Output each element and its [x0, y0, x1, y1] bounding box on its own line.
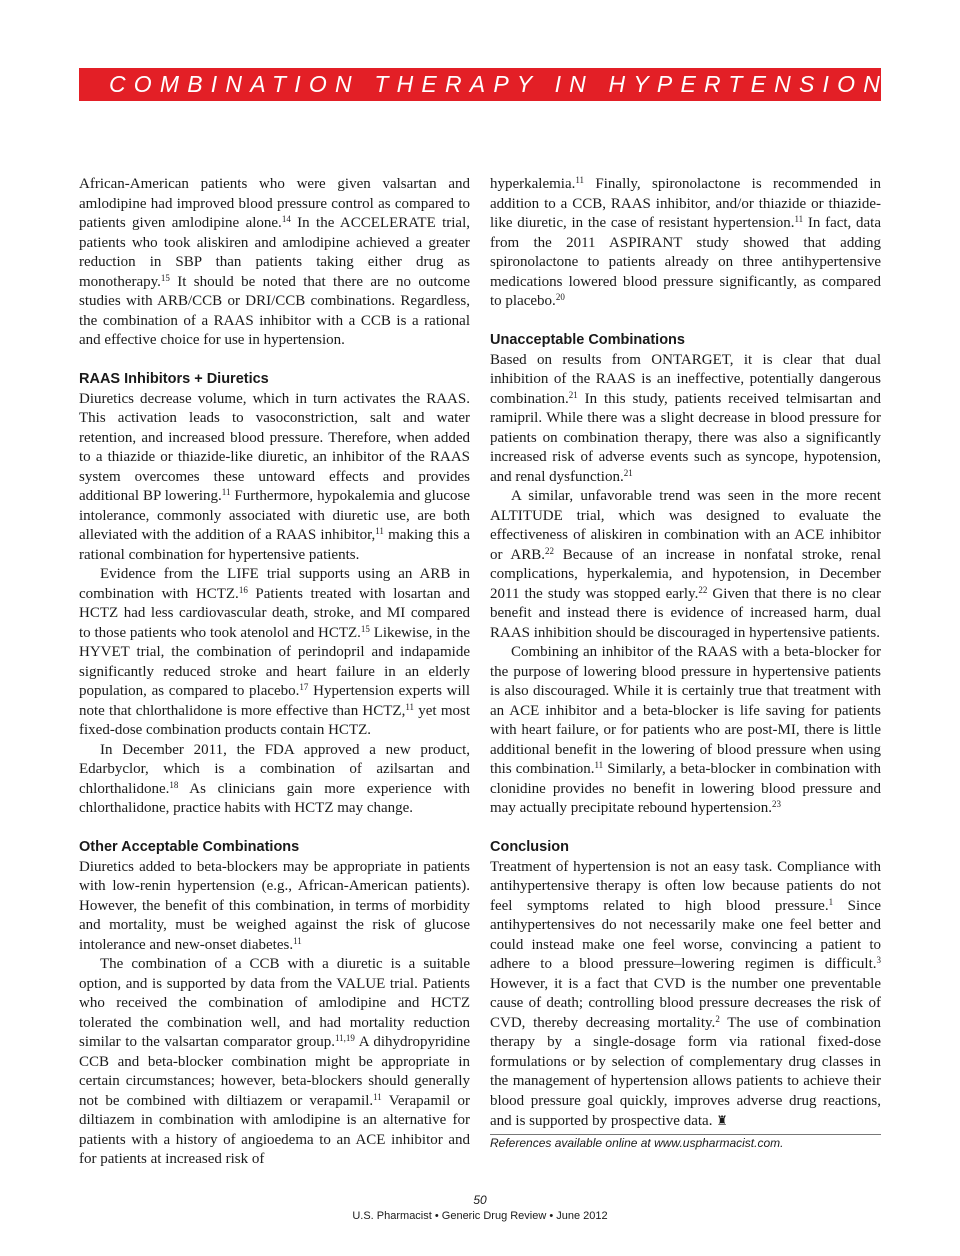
- section-heading: RAAS Inhibitors + Diuretics: [79, 371, 269, 387]
- paragraph: hyperkalemia.$^{11}$ Finally, spironolactone is recommended in addition to a CCB, RAAS inhibitor, and/or thiazide or thiazide-like diuretic, in the case of resistant hypertension.$^{11}$ In fact, data from the 2011 ASPIRANT study showed that adding spironolactone to patients already on three antihypertensive medications lowered blood pressure significantly, as compared to placebo.$^{20}$: [490, 175, 881, 309]
- journal-footer: U.S. Pharmacist • Generic Drug Review • June 2012: [352, 1210, 608, 1222]
- section-heading: Other Acceptable Combinations: [79, 839, 300, 855]
- references-note: References available online at www.uspharmacist.com.: [490, 1134, 881, 1151]
- end-of-article-icon: ♜: [716, 1113, 728, 1128]
- section-heading: Conclusion: [490, 839, 569, 855]
- paragraph: Based on results from ONTARGET, it is clear that dual inhibition of the RAAS is an ineffective, potentially dangerous combination.$^{21}$ In this study, patients received telmisartan and ramipril. While there was a slight decrease in blood pressure for patients on combination therapy, there was also a significantly increased risk of adverse events such as syncope, hypotension, and renal dysfunction.$^{21}$: [490, 351, 881, 485]
- paragraph: The combination of a CCB with a diuretic is a suitable option, and is supported by data from the VALUE trial. Patients who received the combination of amlodipine and HCTZ tolerated the combination well, and had mortality reduction similar to the valsartan comparator group.$^{11,19}$ A dihydropyridine CCB and beta-blocker combination might be appropriate in certain circumstances; however, beta-blockers should generally not be combined with diltiazem or verapamil.$^{11}$ Verapamil or diltiazem in combination with amlodipine is an alternative for patients with a history of angioedema to an ACE inhibitor and for patients at increased risk of: [79, 956, 470, 1167]
- banner-title: COMBINATION THERAPY IN HYPERTENSION: [109, 71, 889, 97]
- paragraph: African-American patients who were given valsartan and amlodipine had improved blood pressure control as compared to patients given amlodipine alone.$^{14}$ In the ACCELERATE trial, patients who took aliskiren and amlodipine achieved a greater reduction in SBP than patients taking either drug as monotherapy.$^{15}$ It should be noted that there are no outcome studies with ARB/CCB or DRI/CCB combinations. Regardless, the combination of a RAAS inhibitor with a CCB is a rational and effective choice for use in hypertension.: [79, 176, 471, 348]
- paragraph: In December 2011, the FDA approved a new product, Edarbyclor, which is a combination of azilsartan and chlorthalidone.$^{18}$ As clinicians gain more experience with chlorthalidone, practice habits with HCTZ may change.: [79, 741, 470, 816]
- section-heading: Unacceptable Combinations: [490, 332, 685, 348]
- paragraph: Diuretics added to beta-blockers may be appropriate in patients with low-renin hypertension (e.g., African-American patients). However, the benefit of this combination, in terms of morbidity and mortality, must be weighed against the risk of glucose intolerance and new-onset diabetes.$^{11}$: [79, 858, 470, 953]
- paragraph: Diuretics decrease volume, which in turn activates the RAAS. This activation leads to vasoconstriction, salt and water retention, and increased blood pressure. Therefore, when added to a thiazide or thiazide-like diuretic, an inhibitor of the RAAS system overcomes these untoward effects and provides additional BP lowering.$^{11}$ Furthermore, hypokalemia and glucose intolerance, commonly associated with diuretic use, are both alleviated with the addition of a RAAS inhibitor,$^{11}$ making this a rational combination for hypertensive patients.: [79, 390, 470, 563]
- paragraph: Treatment of hypertension is not an easy task. Compliance with antihypertensive therapy is often low because patients do not feel symptoms related to high blood pressure.$^1$ Since antihypertensives do not necessarily make one feel better and could instead make one feel worse, convincing a patient to adhere to a blood pressure–lowering regimen is difficult.$^3$ However, it is a fact that CVD is the number one preventable cause of death; controlling blood pressure decreases the risk of CVD, thereby decreasing mortality.$^2$ The use of combination therapy by a single-dosage form via rational fixed-dose formulations or by selection of complementary drug classes in the management of hypertension allows patients to achieve their blood pressure goal quickly, improves adverse drug reactions, and is supported by prospective data. ♜: [490, 858, 882, 1129]
- section-banner: [79, 68, 889, 101]
- page-number: 50: [473, 1193, 487, 1207]
- right-column: [490, 175, 881, 1151]
- paragraph: A similar, unfavorable trend was seen in the more recent ALTITUDE trial, which was designed to evaluate the effectiveness of aliskiren in combination with an ACE inhibitor or ARB.$^{22}$ Because of an increase in nonfatal stroke, renal complications, hyperkalemia, and hypotension, in December 2011 the study was stopped early.$^{22}$ Given that there is no clear benefit and instead there is evidence of increased harm, dual RAAS inhibition should be discouraged in hypertensive patients.: [490, 488, 881, 641]
- paragraph: Evidence from the LIFE trial supports using an ARB in combination with HCTZ.$^{16}$ Patients treated with losartan and HCTZ had less cardiovascular death, stroke, and MI compared to those patients who took atenolol and HCTZ.$^{15}$ Likewise, in the HYVET trial, the combination of perindopril and indapamide significantly reduced stroke and heart failure in an elderly population, as compared to placebo.$^{17}$ Hypertension experts will note that chlorthalidone is more effective than HCTZ,$^{11}$ yet most fixed-dose combination products contain HCTZ.: [79, 566, 471, 738]
- left-column: [79, 175, 470, 1170]
- paragraph: Combining an inhibitor of the RAAS with a beta-blocker for the purpose of lowering blood pressure in hypertensive patients is also discouraged. While it is certainly true that treatment with an ACE inhibitor and a beta-blocker is life saving for patients with heart failure, or for patients who are post-MI, there is little additional benefit in the lowering of blood pressure when using this combination.$^{11}$ Similarly, a beta-blocker in combination with clonidine provides no benefit in lowering blood pressure and may actually precipitate rebound hypertension.$^{23}$: [490, 644, 881, 816]
